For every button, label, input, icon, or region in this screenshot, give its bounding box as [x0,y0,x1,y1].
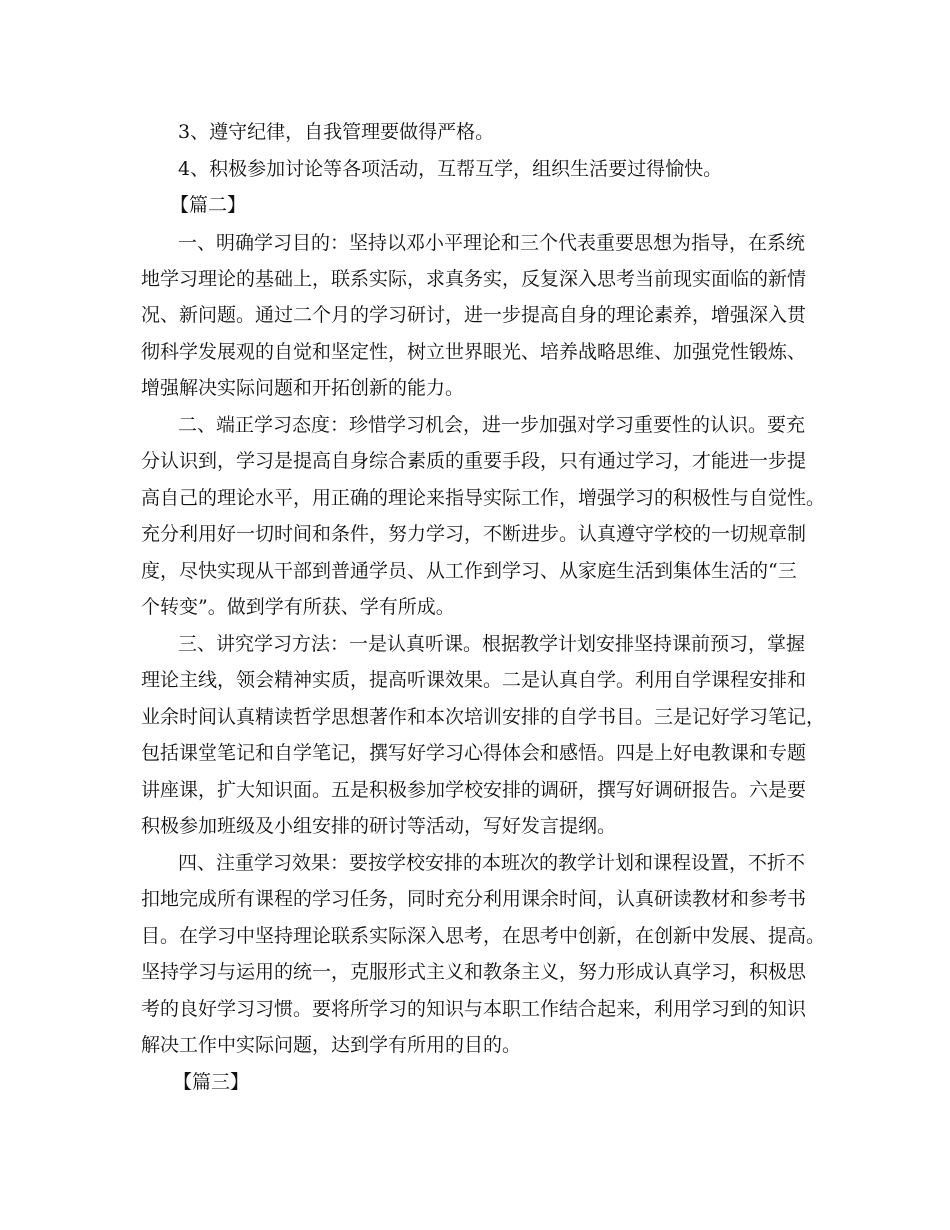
text-line: 考的良好学习习惯。要将所学习的知识与本职工作结合起来，利用学习到的知识 [141,998,807,1020]
text-line: 坚持学习与运用的统一，克服形式主义和教条主义，努力形成认真学习，积极思 [141,961,807,983]
text-line: 彻科学发展观的自觉和坚定性，树立世界眼光、培养战略思维、加强党性锻炼、 [141,341,807,363]
text-line: 业余时间认真精读哲学思想著作和本次培训安排的自学书目。三是记好学习笔记， [141,706,826,728]
text-line: 二、端正学习态度：珍惜学习机会，进一步加强对学习重要性的认识。要充 [178,414,806,436]
text-line: 目。在学习中坚持理论联系实际深入思考，在思考中创新，在创新中发展、提高。 [141,925,826,947]
text-line: 地学习理论的基础上，联系实际，求真务实，反复深入思考当前现实面临的新情 [141,268,807,290]
text-line: 解决工作中实际问题，达到学有所用的目的。 [141,1034,522,1056]
text-line: 个转变”。做到学有所获、学有所成。 [141,596,455,618]
text-line: 讲座课，扩大知识面。五是积极参加学校安排的调研，撰写好调研报告。六是要 [141,779,807,801]
text-line: 包括课堂笔记和自学笔记，撰写好学习心得体会和感悟。四是上好电教课和专题 [141,742,807,764]
text-line: 积极参加班级及小组安排的研讨等活动，写好发言提纲。 [141,815,617,837]
text-line: 扣地完成所有课程的学习任务，同时充分利用课余时间，认真研读教材和参考书 [141,888,807,910]
text-line: 高自己的理论水平，用正确的理论来指导实际工作，增强学习的积极性与自觉性。 [141,487,826,509]
text-line: 增强解决实际问题和开拓创新的能力。 [141,377,465,399]
text-line: 四、注重学习效果：要按学校安排的本班次的教学计划和课程设置，不折不 [178,852,806,874]
text-line: 理论主线，领会精神实质，提高听课效果。二是认真自学。利用自学课程安排和 [141,669,807,691]
text-line: 度，尽快实现从干部到普通学员、从工作到学习、从家庭生活到集体生活的“三 [141,560,797,582]
section-heading: 【篇二】 [170,194,247,216]
text-line: 3、遵守纪律，自我管理要做得严格。 [178,121,495,143]
text-line: 一、明确学习目的：坚持以邓小平理论和三个代表重要思想为指导，在系统 [178,232,806,254]
section-heading: 【篇三】 [173,1071,250,1093]
text-line: 充分利用好一切时间和条件，努力学习，不断进步。认真遵守学校的一切规章制 [141,523,807,545]
text-line: 4、积极参加讨论等各项活动，互帮互学，组织生活要过得愉快。 [178,158,723,180]
text-line: 三、讲究学习方法：一是认真听课。根据教学计划安排坚持课前预习，掌握 [178,633,806,655]
text-line: 分认识到，学习是提高自身综合素质的重要手段，只有通过学习，才能进一步提 [141,450,807,472]
text-line: 况、新问题。通过二个月的学习研讨，进一步提高自身的理论素养，增强深入贯 [141,304,807,326]
